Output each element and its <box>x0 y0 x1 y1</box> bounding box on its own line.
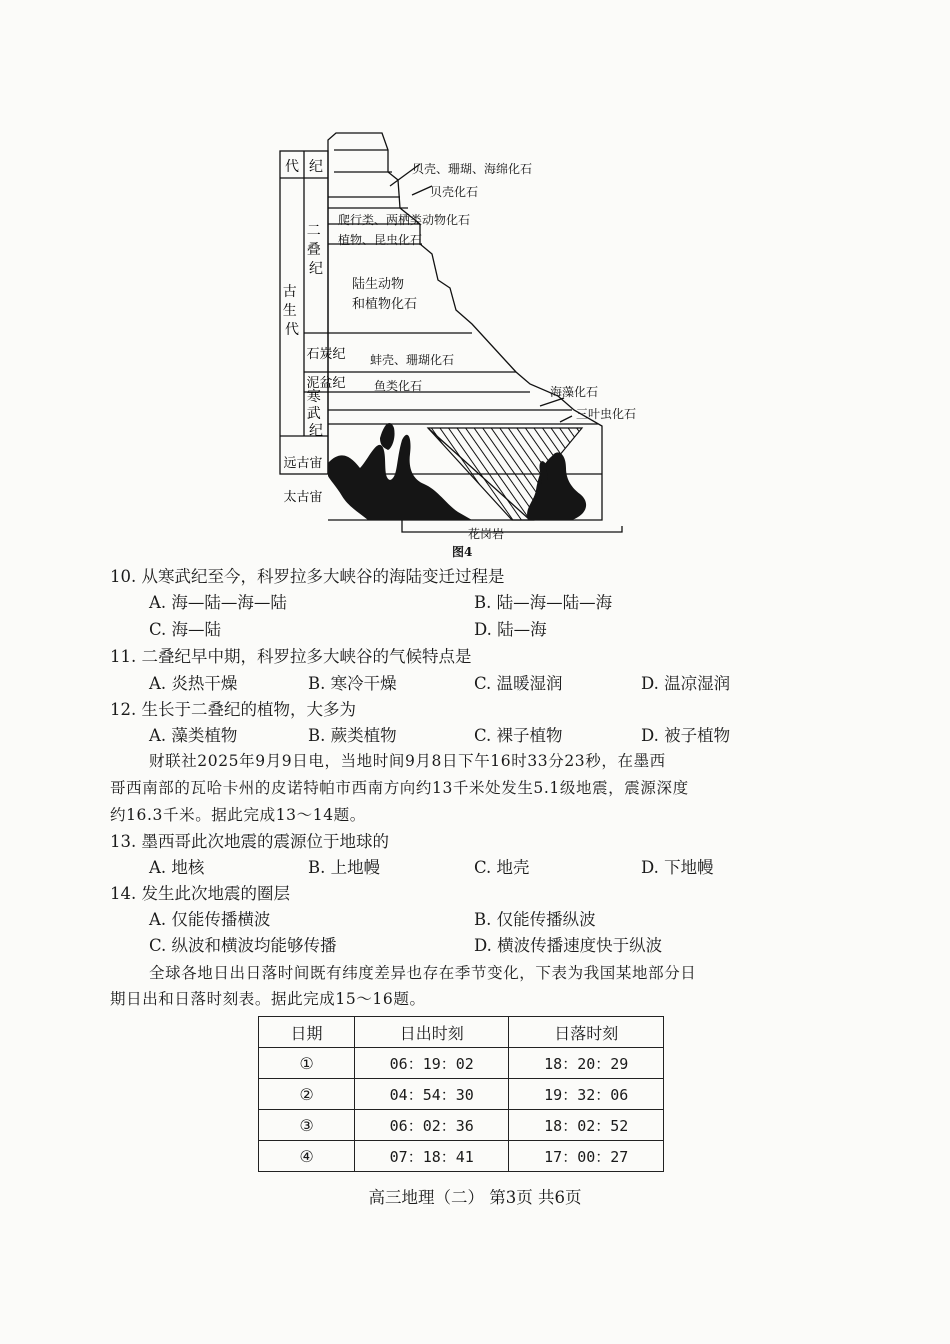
passage-line: 约16.3千米。据此完成13～14题。 <box>110 806 366 824</box>
table-header-row <box>259 1017 664 1048</box>
fossil-label: 海藻化石 <box>550 385 599 399</box>
fossil-label: 植物、昆虫化石 <box>338 233 423 247</box>
column-header: 日出时刻 <box>355 1017 509 1048</box>
date-cell: ④ <box>259 1141 355 1172</box>
question-stem: 11. 二叠纪早中期，科罗拉多大峡谷的气候特点是 <box>110 647 472 666</box>
question-stem: 12. 生长于二叠纪的植物，大多为 <box>110 700 356 719</box>
fossil-label: 爬行类、两栖类动物化石 <box>338 213 471 227</box>
column-header: 日落时刻 <box>509 1017 664 1048</box>
fossil-label: 蚌壳、珊瑚化石 <box>370 353 455 367</box>
era-archean: 太古宙 <box>283 490 323 505</box>
option[interactable]: D. 陆—海 <box>474 620 547 639</box>
option[interactable]: C. 地壳 <box>474 858 530 877</box>
question-stem: 10. 从寒武纪至今，科罗拉多大峡谷的海陆变迁过程是 <box>110 567 505 586</box>
date-cell: ① <box>259 1048 355 1079</box>
passage-line: 全球各地日出日落时间既有纬度差异也存在季节变化，下表为我国某地部分日 <box>149 964 697 982</box>
option[interactable]: A. 海—陆—海—陆 <box>149 593 287 612</box>
option[interactable]: D. 横波传播速度快于纵波 <box>474 936 663 955</box>
fossil-label: 和植物化石 <box>352 297 418 312</box>
granite-label: 花岗岩 <box>468 527 505 541</box>
option[interactable]: A. 炎热干燥 <box>149 674 238 693</box>
question-stem: 13. 墨西哥此次地震的震源位于地球的 <box>110 832 389 851</box>
fossil-label: 贝壳、珊瑚、海绵化石 <box>412 162 533 176</box>
sunrise-cell: 06：19：02 <box>355 1048 509 1079</box>
date-cell: ③ <box>259 1110 355 1141</box>
option[interactable]: B. 上地幔 <box>308 858 381 877</box>
table-row <box>259 1079 664 1110</box>
passage-line: 哥西南部的瓦哈卡州的皮诺特帕市西南方向约13千米处发生5.1级地震，震源深度 <box>110 779 689 797</box>
passage-line: 财联社2025年9月9日电，当地时间9月8日下午16时33分23秒，在墨西 <box>149 752 666 770</box>
fossil-label: 贝壳化石 <box>430 185 479 199</box>
sunset-cell: 18：20：29 <box>509 1048 664 1079</box>
table-row <box>259 1110 664 1141</box>
sunrise-sunset-table <box>258 1016 664 1172</box>
sunrise-cell: 07：18：41 <box>355 1141 509 1172</box>
option[interactable]: C. 温暖湿润 <box>474 674 563 693</box>
sunrise-cell: 06：02：36 <box>355 1110 509 1141</box>
table-row <box>259 1048 664 1079</box>
option[interactable]: B. 蕨类植物 <box>308 726 397 745</box>
question-stem: 14. 发生此次地震的圈层 <box>110 884 290 903</box>
fossil-label: 三叶虫化石 <box>576 407 637 421</box>
period-devonian: 泥盆纪 <box>306 376 346 391</box>
period-header: 纪 <box>309 159 323 175</box>
era-header: 代 <box>285 159 299 175</box>
option[interactable]: A. 藻类植物 <box>149 726 238 745</box>
option[interactable]: A. 地核 <box>149 858 205 877</box>
option[interactable]: A. 仅能传播横波 <box>149 910 271 929</box>
period-carboniferous: 石炭纪 <box>306 347 346 362</box>
fossil-label: 陆生动物 <box>352 277 405 292</box>
option[interactable]: D. 被子植物 <box>641 726 731 745</box>
option[interactable]: C. 海—陆 <box>149 620 222 639</box>
sunrise-cell: 04：54：30 <box>355 1079 509 1110</box>
option[interactable]: C. 纵波和横波均能够传播 <box>149 936 337 955</box>
option[interactable]: B. 寒冷干燥 <box>308 674 397 693</box>
option[interactable]: D. 下地幔 <box>641 858 714 877</box>
period-cambrian: 寒 武 纪 <box>306 389 323 439</box>
passage-line: 期日出和日落时刻表。据此完成15～16题。 <box>110 990 426 1008</box>
option[interactable]: B. 陆—海—陆—海 <box>474 593 613 612</box>
fossil-label: 鱼类化石 <box>374 379 423 393</box>
date-cell: ② <box>259 1079 355 1110</box>
era-proterozoic: 远古宙 <box>283 456 323 471</box>
geologic-strata-diagram <box>272 128 652 568</box>
option[interactable]: B. 仅能传播纵波 <box>474 910 596 929</box>
table-row <box>259 1141 664 1172</box>
sunset-cell: 17：00：27 <box>509 1141 664 1172</box>
figure-caption: 图4 <box>452 545 473 559</box>
period-permian: 二 叠 纪 <box>306 223 323 277</box>
page-footer: 高三地理（二） 第3页 共6页 <box>368 1188 582 1207</box>
column-header: 日期 <box>259 1017 355 1048</box>
sunset-cell: 19：32：06 <box>509 1079 664 1110</box>
option[interactable]: D. 温凉湿润 <box>641 674 731 693</box>
era-paleozoic: 古 生 代 <box>282 284 299 338</box>
sunset-cell: 18：02：52 <box>509 1110 664 1141</box>
option[interactable]: C. 裸子植物 <box>474 726 563 745</box>
